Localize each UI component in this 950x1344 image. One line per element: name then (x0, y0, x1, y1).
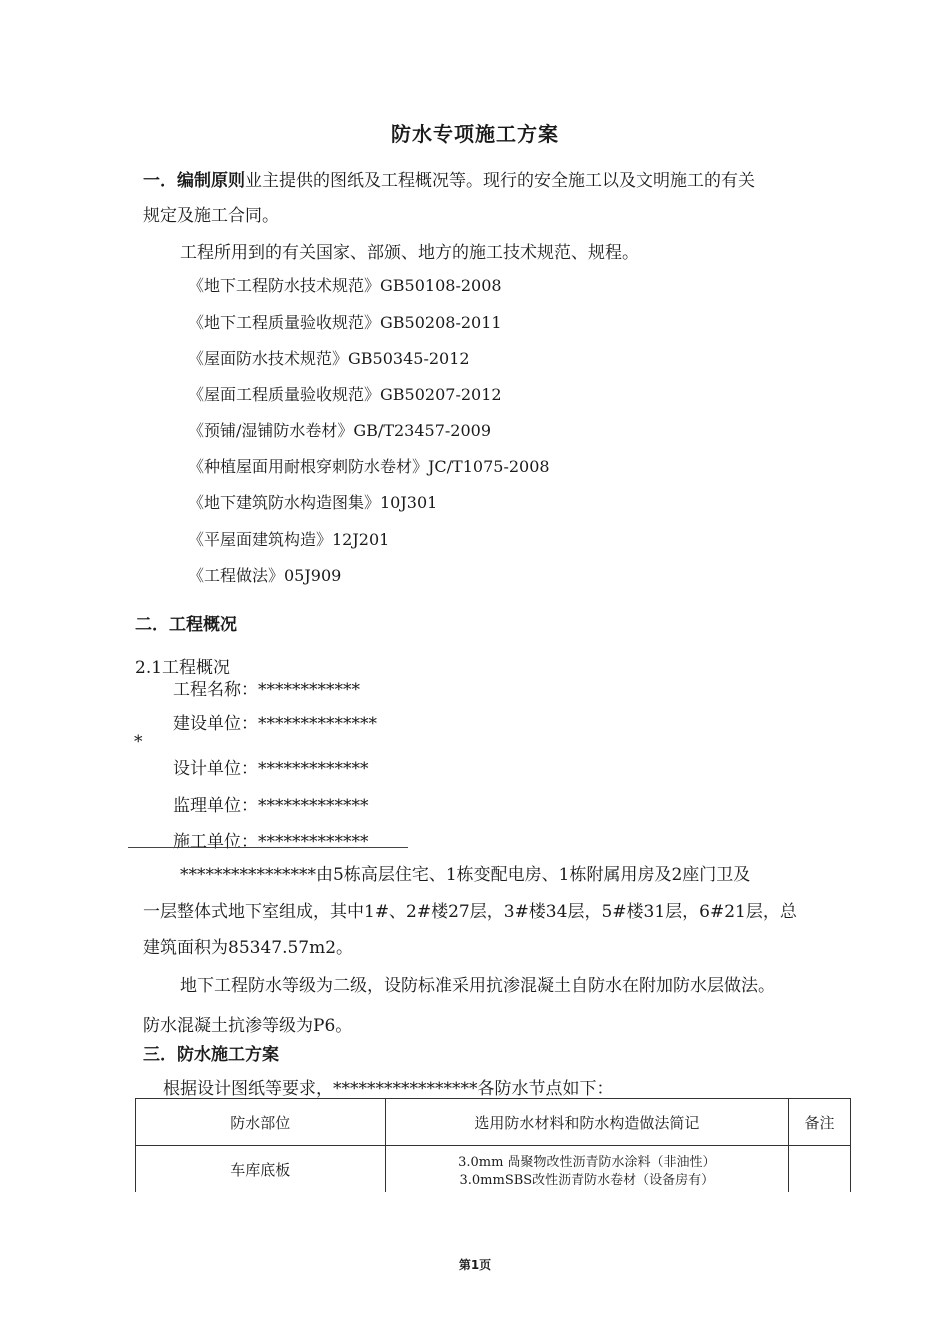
section1-heading: 一．编制原则 (143, 171, 245, 191)
table-header-row (136, 1099, 851, 1146)
section1-text3: 工程所用到的有关国家、部颁、地方的施工技术规范、规程。 (180, 243, 639, 263)
page-number: 第1页 (458, 1258, 492, 1272)
overview-line: 一层整体式地下室组成，其中1#、2#楼27层，3#楼34层，5#楼31层，6#21层，总 (143, 902, 797, 922)
section1-text2: 规定及施工合同。 (143, 206, 279, 226)
table-cell-material (385, 1146, 788, 1193)
standard-item: 《屋面防水技术规范》GB50345-2012 (188, 349, 470, 368)
section3-intro: 根据设计图纸等要求，*****************各防水节点如下： (163, 1079, 614, 1099)
section1-text1: 业主提供的图纸及工程概况等。现行的安全施工以及文明施工的有关 (245, 171, 755, 191)
section1-line1 (143, 166, 755, 191)
builder-unit: 建设单位：************** (173, 714, 377, 734)
section2-heading: 二．工程概况 (135, 615, 237, 635)
overview-line: 建筑面积为85347.57m2。 (143, 938, 354, 958)
table-cell-part: 车库底板 (136, 1146, 386, 1193)
material-line-1: 3.0mm 咼聚物改性沥青防水涂料（非油性） (458, 1155, 716, 1170)
material-line (386, 1148, 788, 1190)
table-row (136, 1146, 851, 1193)
standard-item: 《预铺/湿铺防水卷材》GB/T23457-2009 (188, 421, 492, 440)
page-break-mask (130, 1192, 860, 1212)
standard-item: 《屋面工程质量验收规范》GB50207-2012 (188, 385, 502, 404)
project-name: 工程名称：************ (173, 680, 360, 700)
construction-unit: 施工单位：************* (173, 832, 369, 852)
overview-line: ****************由5栋高层住宅、1栋变配电房、1栋附属用房及2座门卫及 (180, 865, 751, 885)
waterproof-table (135, 1098, 851, 1193)
waterproof-grade-line: 地下工程防水等级为二级，设防标准采用抗渗混凝土自防水在附加防水层做法。 (180, 976, 775, 996)
builder-overflow: * (134, 732, 143, 752)
standard-item: 《地下工程防水技术规范》GB50108-2008 (188, 276, 502, 295)
material-line-2: 3.0mmSBS改性沥青防水卷材（设备房有） (459, 1173, 715, 1188)
waterproof-grade-line: 防水混凝土抗渗等级为P6。 (143, 1016, 353, 1036)
standard-item: 《地下工程质量验收规范》GB50208-2011 (188, 313, 502, 332)
page-title: 防水专项施工方案 (391, 122, 559, 146)
section2-subheading: 2.1工程概况 (135, 658, 231, 678)
standard-item: 《种植屋面用耐根穿刺防水卷材》JC/T1075-2008 (188, 457, 550, 476)
table-header-cell: 防水部位 (136, 1099, 386, 1146)
standard-item: 《地下建筑防水构造图集》10J301 (188, 493, 438, 512)
supervision-unit: 监理单位：************* (173, 796, 369, 816)
section3-heading: 三．防水施工方案 (143, 1045, 279, 1065)
table-header-cell: 选用防水材料和防水构造做法简记 (385, 1099, 788, 1146)
standard-item: 《工程做法》05J909 (188, 566, 342, 585)
divider-line (128, 847, 408, 848)
standard-item: 《平屋面建筑构造》12J201 (188, 530, 390, 549)
table-header-cell: 备注 (789, 1099, 851, 1146)
table-cell-note (789, 1146, 851, 1193)
design-unit: 设计单位：************* (173, 759, 369, 779)
